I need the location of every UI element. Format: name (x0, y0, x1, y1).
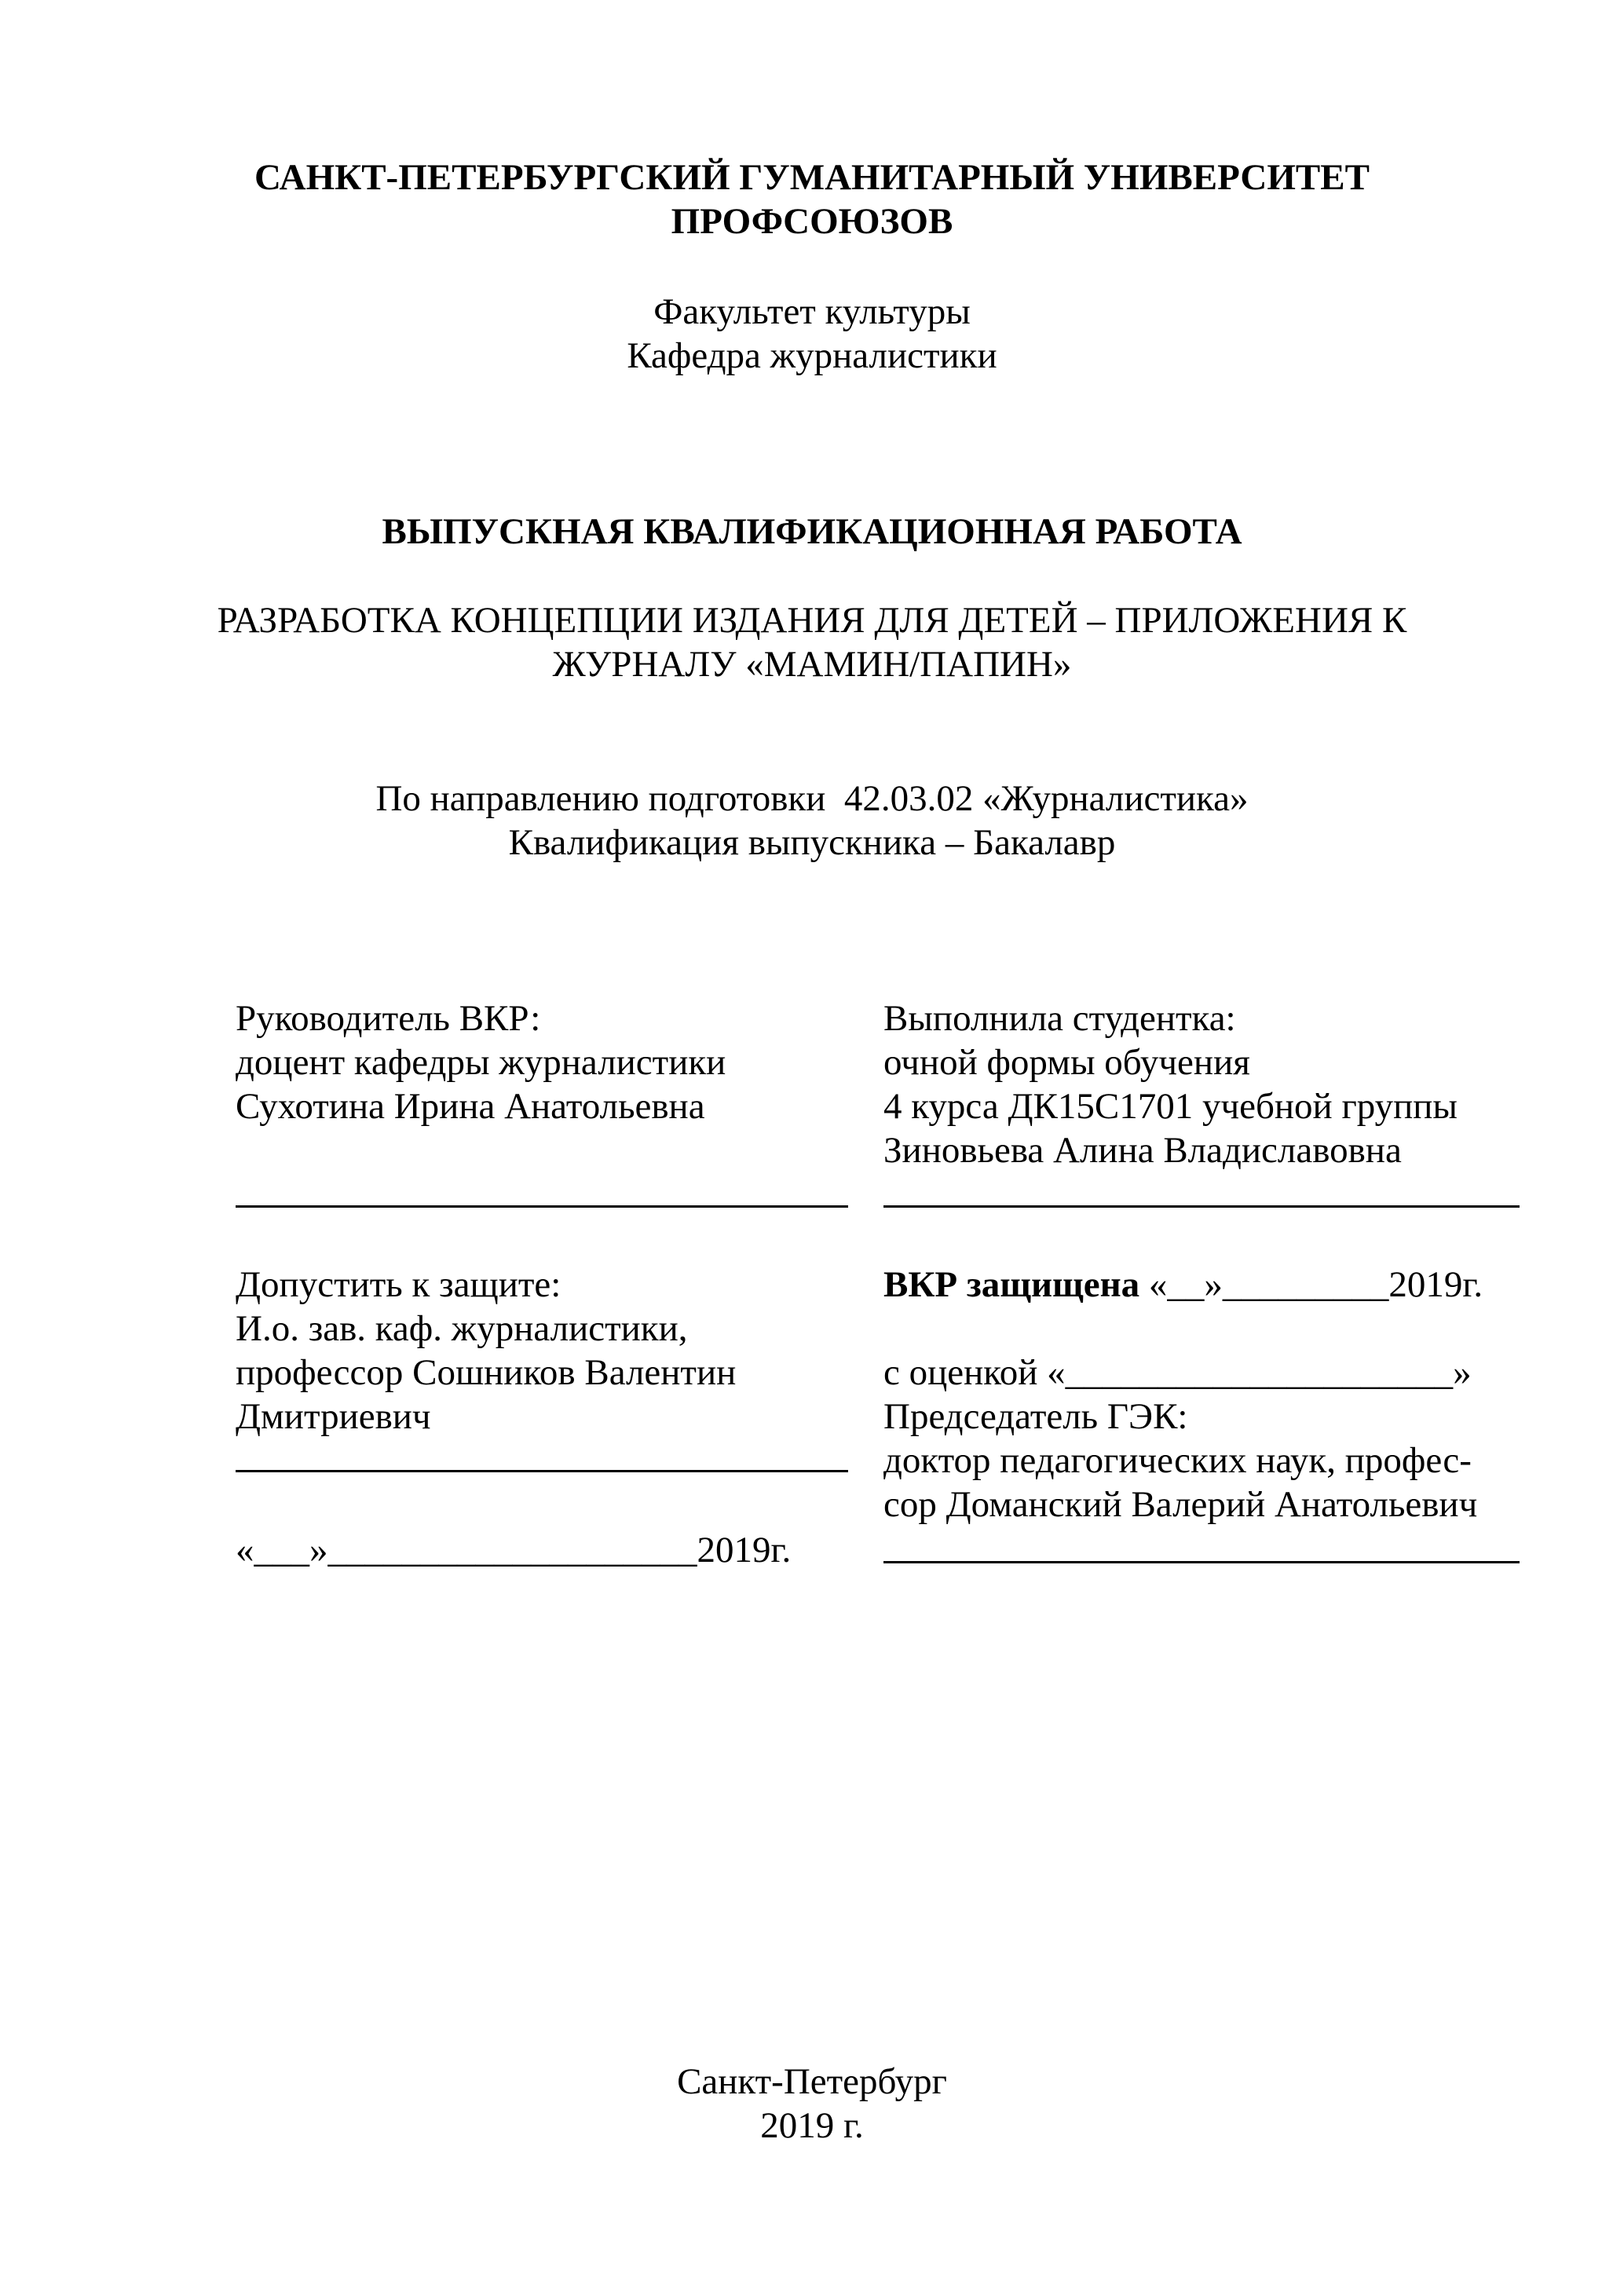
admission-name-line2: Дмитриевич (236, 1396, 431, 1437)
faculty: Факультет культуры (653, 291, 971, 332)
defense-label: ВКР защищена (883, 1264, 1140, 1305)
qualification: Квалификация выпускника – Бакалавр (508, 822, 1116, 863)
defense-date: «__»_________2019г. (1139, 1264, 1483, 1305)
topic-line2: ЖУРНАЛУ «МАМИН/ПАПИН» (552, 644, 1072, 685)
student-signature-line (883, 1205, 1520, 1208)
chair-line2: сор Доманский Валерий Анатольевич (883, 1484, 1478, 1525)
supervisor-position: доцент кафедры журналистики (236, 1042, 726, 1083)
study-direction: По направлению подготовки 42.03.02 «Журналистика» (375, 778, 1249, 819)
defense-status (883, 1263, 1483, 1307)
chair-signature-line (883, 1561, 1520, 1563)
student-form: очной формы обучения (883, 1042, 1250, 1083)
student-label: Выполнила студентка: (883, 998, 1236, 1039)
admission-position: И.о. зав. каф. журналистики, (236, 1308, 688, 1349)
footer-city: Санкт-Петербург (677, 2061, 947, 2102)
university-name-line1: САНКТ-ПЕТЕРБУРГСКИЙ ГУМАНИТАРНЫЙ УНИВЕРСИТЕТ (254, 157, 1370, 198)
university-name-line2: ПРОФСОЮЗОВ (671, 201, 953, 242)
supervisor-signature-line (236, 1205, 848, 1208)
student-name: Зиновьева Алина Владиславовна (883, 1130, 1402, 1171)
defense-grade: с оценкой «_____________________» (883, 1352, 1472, 1393)
admission-date: «___»____________________2019г. (236, 1530, 792, 1570)
department: Кафедра журналистики (627, 335, 997, 376)
footer-year: 2019 г. (760, 2105, 864, 2146)
supervisor-name: Сухотина Ирина Анатольевна (236, 1086, 705, 1127)
student-group: 4 курса ДК15С1701 учебной группы (883, 1086, 1458, 1127)
admission-signature-line (236, 1470, 848, 1472)
supervisor-label: Руководитель ВКР: (236, 998, 541, 1039)
chair-line1: доктор педагогических наук, профес- (883, 1440, 1472, 1481)
admission-name-line1: профессор Сошников Валентин (236, 1352, 737, 1393)
work-type: ВЫПУСКНАЯ КВАЛИФИКАЦИОННАЯ РАБОТА (382, 511, 1242, 552)
topic-line1: РАЗРАБОТКА КОНЦЕПЦИИ ИЗДАНИЯ ДЛЯ ДЕТЕЙ – ПРИЛОЖЕНИЯ К (217, 600, 1407, 641)
chair-label: Председатель ГЭК: (883, 1396, 1188, 1437)
admission-label: Допустить к защите: (236, 1264, 561, 1305)
